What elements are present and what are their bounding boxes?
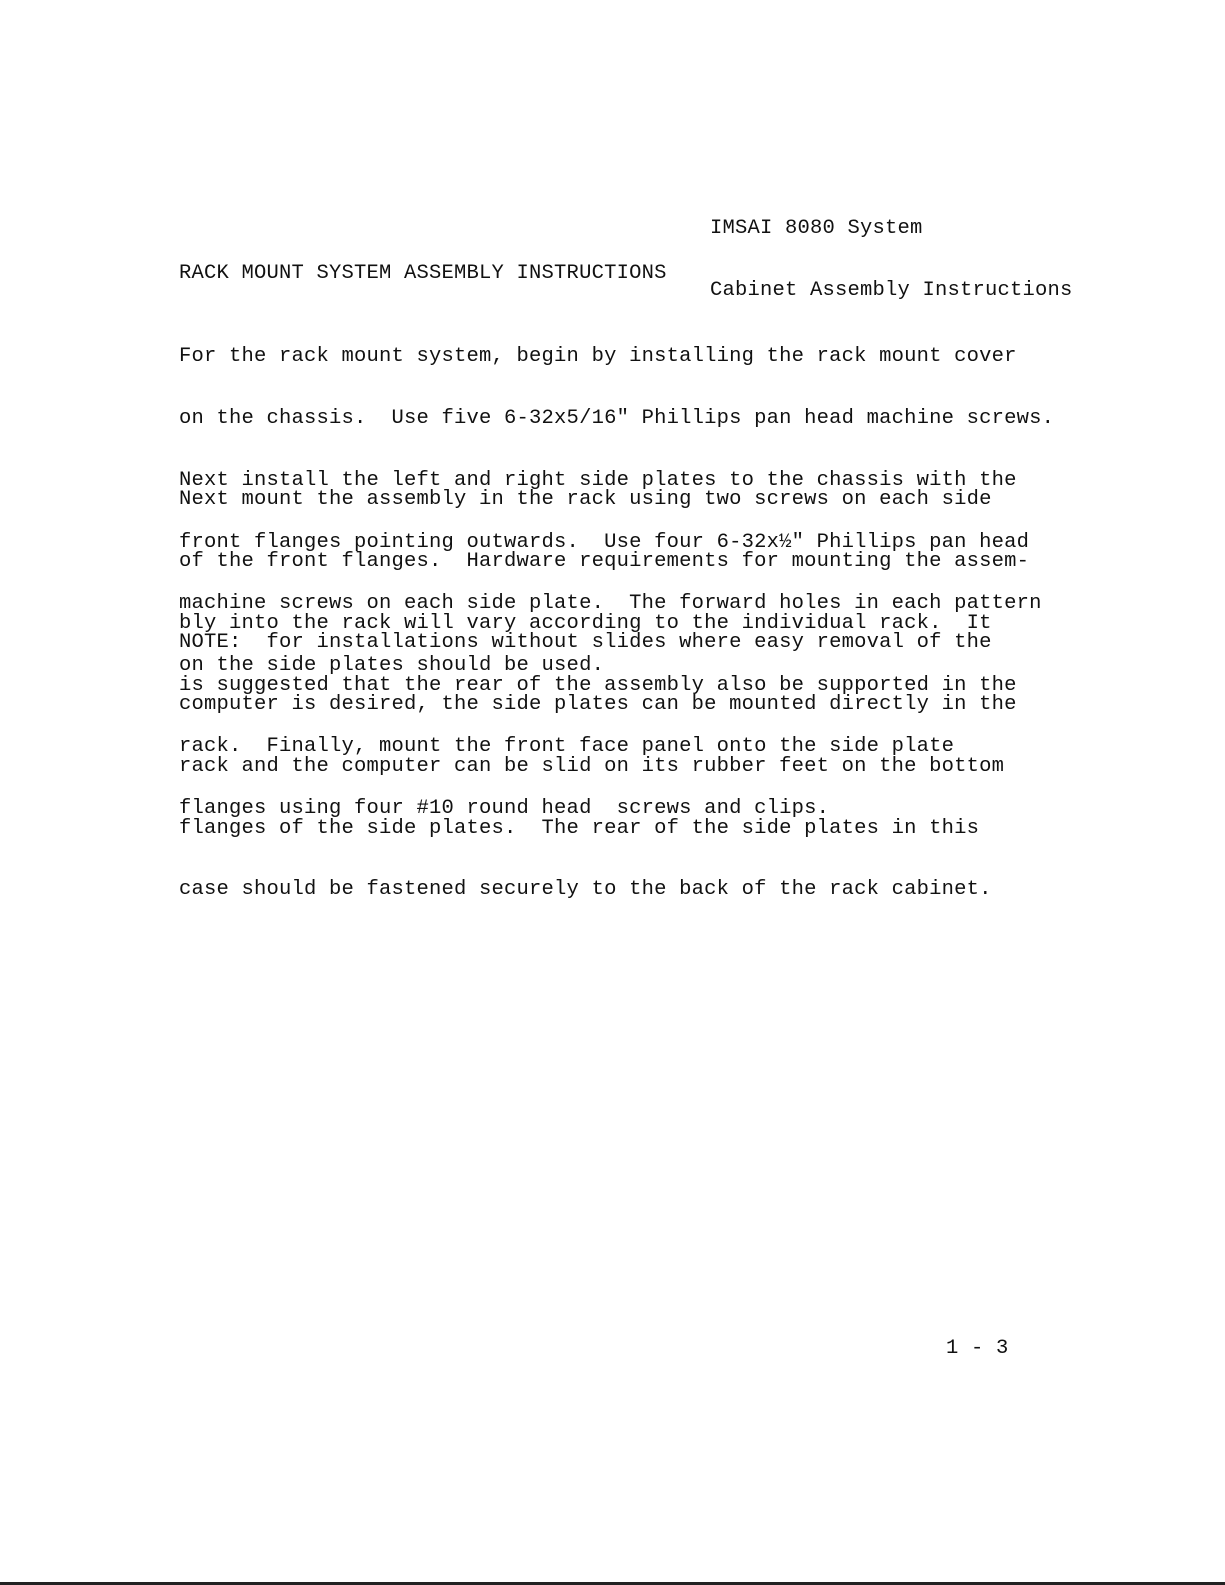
header-system-title: IMSAI 8080 System [710,217,923,241]
paragraph-line: on the side plates should be used. [179,654,605,678]
page-number: 1 - 3 [946,1337,1009,1360]
paragraph-line: flanges using four #10 round head screws and clips. [179,797,830,821]
paragraph-line: is suggested that the rear of the assembly also be supported in the [179,673,1017,697]
paragraph-line: Next mount the assembly in the rack using two screws on each side [179,488,992,512]
paragraph-line: computer is desired, the side plates can be mounted directly in the [179,692,1017,716]
section-heading: RACK MOUNT SYSTEM ASSEMBLY INSTRUCTIONS [179,262,667,285]
paragraph-line: on the chassis. Use five 6-32x5/16" Phillips pan head machine screws. [179,406,1055,430]
paragraph-line: flanges of the side plates. The rear of the side plates in this [179,816,980,840]
paragraph-line: NOTE: for installations without slides where easy removal of the [179,631,992,655]
paragraph-line: rack and the computer can be slid on its rubber feet on the bottom [179,754,1005,778]
paragraph-line: For the rack mount system, begin by installing the rack mount cover [179,345,1017,369]
header-document-title: Cabinet Assembly Instructions [710,278,1073,302]
paragraph-line: rack. Finally, mount the front face panel onto the side plate [179,735,955,759]
paragraph-note [179,592,1017,942]
paragraph-line: front flanges pointing outwards. Use four 6-32x½" Phillips pan head [179,530,1030,554]
paragraph-line: bly into the rack will vary according to the individual rack. It [179,611,992,635]
paragraph-line: Next install the left and right side plates to the chassis with the [179,468,1017,492]
paragraph-line: case should be fastened securely to the back of the rack cabinet. [179,878,992,902]
paragraph-line: of the front flanges. Hardware requirements for mounting the assem- [179,549,1030,573]
paragraph-line: machine screws on each side plate. The forward holes in each pattern [179,592,1042,616]
